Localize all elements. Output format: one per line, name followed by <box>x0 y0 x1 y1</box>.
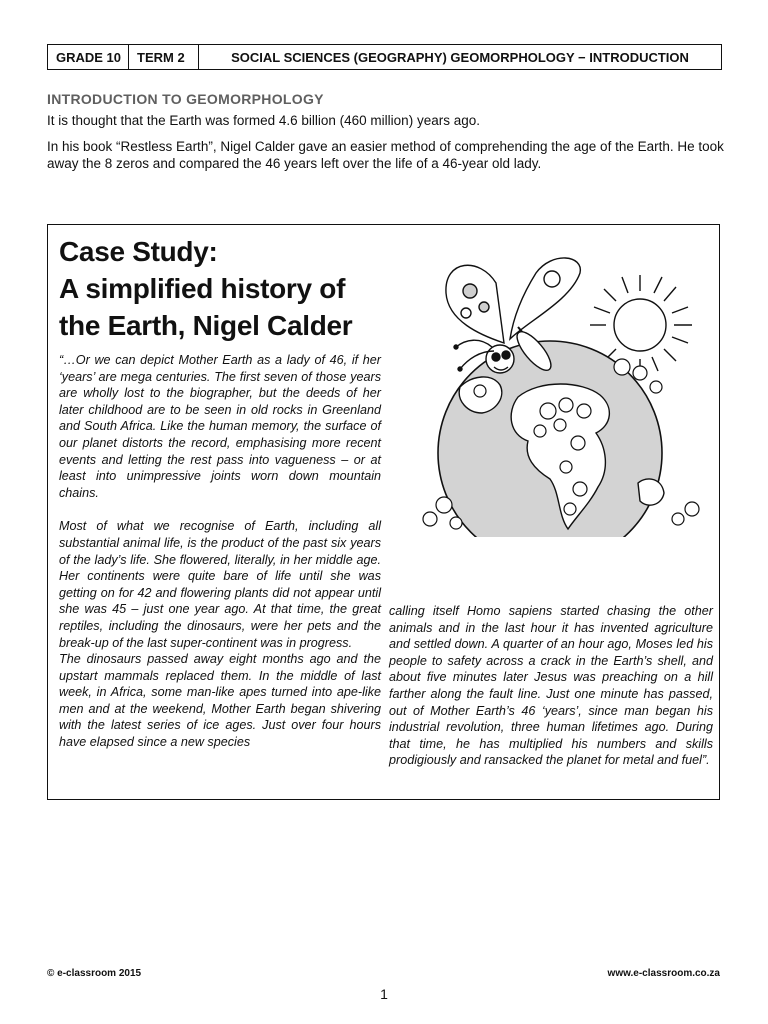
footer-website: www.e-classroom.co.za <box>607 968 720 979</box>
case-study-paragraph-3: The dinosaurs passed away eight months ago and the upstart mammals replaced them. In the middle of last week, in Africa, some man-like apes turned into ape-like men and at the weekend, Mother Earth began shivering with the latest series of ice ages. Just over four hours have elapsed since a new species <box>59 652 381 750</box>
case-study-paragraph-1: “…Or we can depict Mother Earth as a lady of 46, if her ‘years’ are mega centuries. The first seven of those years are wholly lost to the biographer, but the deeds of her later childhood are to be seen in old rocks in Greenland and South Africa. Like the human memory, the surface of our planet distorts the record, emphasising more recent events and letting the rest pass into vagueness – or at least into unimpressive joints worn down mountain chains. <box>59 353 381 500</box>
case-study-title <box>59 233 352 344</box>
case-study-title-line-1: Case Study: <box>59 236 218 267</box>
earth-butterfly-sun-illustration-icon <box>400 247 718 537</box>
page-number: 1 <box>380 986 388 1002</box>
subject-label: SOCIAL SCIENCES (GEOGRAPHY) GEOMORPHOLOGY − INTRODUCTION <box>231 49 689 65</box>
case-study-title-line-3: the Earth, Nigel Calder <box>59 310 353 341</box>
term-label: TERM 2 <box>129 45 199 69</box>
case-study-right-column <box>389 603 713 769</box>
case-study-paragraph-4: calling itself Homo sapiens started chasing the other animals and in the last hour it has invented agriculture and settled down. A quarter of an hour ago, Moses led his people to safety across a crack in the Earth’s shell, and about five minutes later Jesus was preaching on a hill farther along the fault line. Just one minute has passed, out of Mother Earth’s 46 ‘years’, since man began his industrial revolution, three human lifetimes ago. During that time, he has multiplied his numbers and skills prodigiously and ransacked the planet for metal and fuel”. <box>389 604 713 768</box>
section-title: INTRODUCTION TO GEOMORPHOLOGY <box>47 91 324 107</box>
case-study-paragraph-2: Most of what we recognise of Earth, including all substantial animal life, is the product of the past six years of the lady’s life. She flowered, literally, in her middle age. Her continents were quite bare of life until she was getting on for 42 and flowering plants did not appear until she was 45 – just one year ago. At that time, the great reptiles, including the dinosaurs, were her pets and the break-up of the last super-continent was in progress. <box>59 519 381 650</box>
grade-label: GRADE 10 <box>48 45 129 69</box>
intro-paragraph-1: It is thought that the Earth was formed 4.6 billion (460 million) years ago. <box>47 113 480 128</box>
case-study-left-column <box>59 352 381 751</box>
intro-paragraph-2: In his book “Restless Earth”, Nigel Calder gave an easier method of comprehending the age of the Earth. He took away the 8 zeros and compared the 46 years left over the life of a 46-year old lady. <box>47 139 724 171</box>
case-study-box <box>47 224 720 800</box>
footer-copyright: © e-classroom 2015 <box>47 968 142 979</box>
header-bar <box>47 44 722 70</box>
case-study-title-line-2: A simplified history of <box>59 273 346 304</box>
